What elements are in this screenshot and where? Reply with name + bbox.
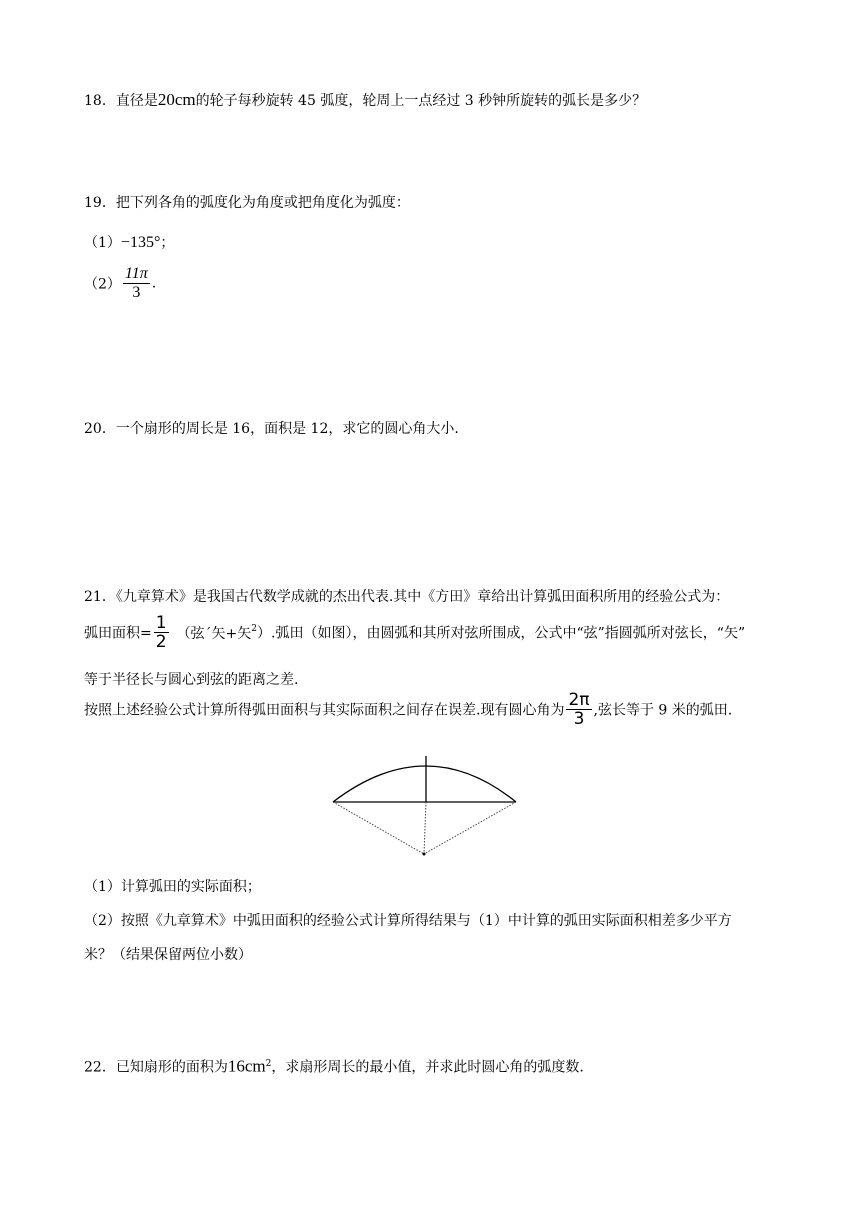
fraction-denominator: 2 [155,632,167,652]
fraction [566,691,591,728]
fraction-denominator: 3 [132,284,141,301]
question-text: ,弦长等于 9 米的弧田. [593,702,733,719]
question-text: 的轮子每秒旋转 45 弧度，轮周上一点经过 3 秒钟所旋转的弧长是多少？ [195,93,647,109]
fraction [123,265,150,302]
question-22 [84,1054,584,1078]
question-text: 《九章算术》是我国古代数学成就的杰出代表.其中《方田》章给出计算弧田面积所用的经验公式为： [115,589,730,605]
question-21-line-2 [84,614,745,651]
question-text: ）.弧田（如图），由圆弧和其所对弦所围成，公式中“弦”指圆弧所对弦长，“矢” [257,625,746,642]
question-text: 米？（结果保留两位小数） [84,947,252,963]
radius-dotted-left [333,802,424,854]
question-number: 20． [84,421,116,437]
fraction-numerator: 2π [568,690,590,710]
question-21-part-2-line-2 [84,945,252,965]
radius-dotted-right [424,802,516,854]
question-19-part-1 [84,233,174,253]
math-expression: 20cm [157,90,196,109]
part-label: （1） [84,235,121,251]
question-21-line-1 [84,587,729,607]
question-text: 按照上述经验公式计算所得弧田面积与其实际面积之间存在误差.现有圆心角为 [84,702,565,719]
question-text: 一个扇形的周长是 16，面积是 12，求它的圆心角大小. [115,421,459,437]
formula-label: 弧田面积= [84,625,152,642]
math-expression: −135° [120,234,161,251]
punctuation: . [151,275,157,292]
question-text: ，求扇形周长的最小值，并求此时圆心角的弧度数. [271,1059,584,1076]
question-18 [84,90,646,111]
punctuation: ； [160,235,175,251]
question-text: （2）按照《九章算术》中弧田面积的经验公式计算所得结果与（1）中计算的弧田实际面积相差多少平方 [84,913,732,929]
question-text: 把下列各角的弧度化为角度或把角度化为弧度： [115,195,410,211]
question-text: 已知扇形的面积为 [115,1059,228,1076]
question-21-line-3 [84,670,298,690]
fraction-numerator: 1 [155,613,167,633]
question-19-part-2 [84,265,156,302]
question-20 [84,419,459,439]
question-21-part-2-line-1 [84,911,732,931]
question-text: 直径是 [115,93,158,109]
part-label: （2） [84,276,121,293]
math-expression: 16cm [227,1056,266,1076]
question-21-line-4 [84,691,732,728]
question-number: 21． [84,589,116,605]
question-number: 19． [84,195,116,211]
superscript: 2 [265,1059,272,1069]
fraction-denominator: 3 [573,709,585,729]
question-text: 等于半径长与圆心到弦的距离之差. [84,672,299,688]
center-point [423,853,426,856]
question-number: 22． [84,1059,116,1076]
arc-field-figure [325,748,530,860]
center-line-dotted [424,802,426,854]
question-21-part-1 [84,877,261,897]
fraction [154,614,169,651]
circular-arc [333,766,516,802]
question-19 [84,193,410,213]
fraction-numerator: 11π [124,265,148,282]
formula-text: （弦´矢+矢 [176,625,252,642]
question-number: 18． [84,93,116,109]
question-text: （1）计算弧田的实际面积； [84,879,261,895]
superscript: 2 [251,623,258,634]
